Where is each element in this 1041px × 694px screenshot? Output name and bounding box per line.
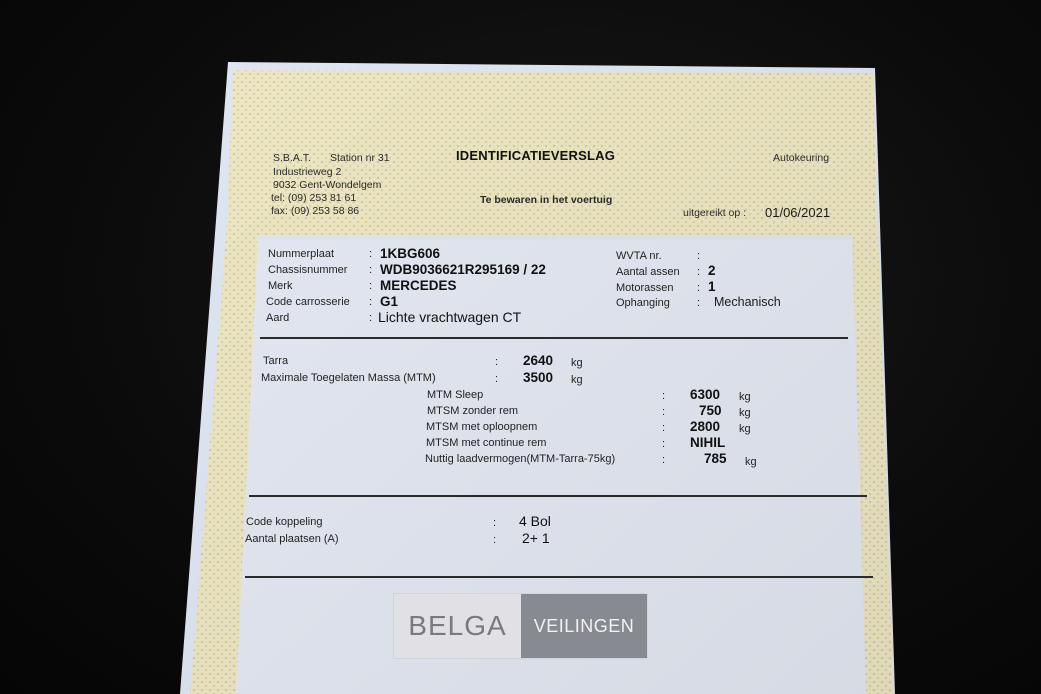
colon: : [697, 250, 701, 262]
colon: : [662, 422, 666, 434]
aard-value: Lichte vrachtwagen CT [378, 309, 522, 325]
colon: : [662, 390, 666, 402]
fax: fax: (09) 253 58 86 [271, 205, 360, 217]
divider-line [249, 495, 867, 497]
carrosserie-value: G1 [380, 294, 399, 309]
assen-value: 2 [708, 263, 716, 278]
colon: : [495, 373, 499, 385]
oploop-unit: kg [739, 423, 751, 435]
address-line-2: 9032 Gent-Wondelgem [273, 179, 382, 191]
chassis-value: WDB9036621R295169 / 22 [380, 262, 546, 277]
colon: : [493, 534, 497, 546]
nuttig-label: Nuttig laadvermogen(MTM-Tarra-75kg) [425, 453, 616, 465]
colon: : [662, 406, 666, 418]
merk-label: Merk [268, 280, 293, 292]
logo-left-text: BELGA [394, 594, 521, 658]
colon: : [697, 282, 701, 294]
colon: : [662, 454, 666, 466]
divider-line [245, 576, 873, 578]
nuttig-value: 785 [704, 451, 727, 466]
zonder-label: MTSM zonder rem [427, 405, 519, 417]
belga-veilingen-logo [393, 593, 648, 659]
document-title: IDENTIFICATIEVERSLAG [456, 148, 616, 163]
wvta-label: WVTA nr. [616, 250, 662, 262]
telephone: tel: (09) 253 81 61 [271, 192, 357, 204]
colon: : [662, 438, 666, 450]
merk-value: MERCEDES [380, 278, 457, 293]
colon: : [495, 356, 499, 368]
motorassen-label: Motorassen [616, 282, 674, 294]
mtm-value: 3500 [523, 370, 554, 385]
issued-date: 01/06/2021 [765, 205, 831, 220]
colon: : [697, 297, 701, 309]
station-number: Station nr 31 [330, 152, 390, 164]
logo-right-text: VEILINGEN [521, 594, 647, 658]
mtm-unit: kg [571, 374, 583, 386]
continue-label: MTSM met continue rem [426, 437, 547, 449]
plaatsen-label: Aantal plaatsen (A) [245, 533, 339, 545]
colon: : [369, 280, 373, 292]
colon: : [369, 264, 373, 276]
zonder-unit: kg [739, 407, 751, 419]
colon: : [369, 248, 373, 260]
chassis-label: Chassisnummer [268, 264, 348, 276]
assen-label: Aantal assen [616, 266, 680, 278]
ophanging-label: Ophanging [616, 297, 670, 309]
carrosserie-label: Code carrosserie [266, 296, 350, 308]
sleep-value: 6300 [690, 387, 721, 402]
colon: : [369, 312, 373, 324]
sleep-unit: kg [739, 391, 751, 403]
nummerplaat-value: 1KBG606 [380, 246, 441, 261]
nuttig-unit: kg [745, 456, 757, 468]
address-line-1: Industrieweg 2 [273, 166, 342, 178]
oploop-value: 2800 [690, 419, 721, 434]
colon: : [697, 266, 701, 278]
colon: : [493, 517, 497, 529]
tarra-unit: kg [571, 357, 583, 369]
issued-label: uitgereikt op : [683, 207, 747, 219]
tarra-value: 2640 [523, 353, 554, 368]
divider-line [260, 337, 848, 339]
colon: : [369, 296, 373, 308]
koppeling-value: 4 Bol [519, 513, 551, 529]
continue-value: NIHIL [690, 435, 726, 450]
nummerplaat-label: Nummerplaat [268, 248, 335, 260]
sleep-label: MTM Sleep [427, 389, 484, 401]
org-name: S.B.A.T. [273, 152, 311, 164]
keep-note: Te bewaren in het voertuig [480, 194, 613, 206]
tarra-label: Tarra [263, 355, 289, 367]
plaatsen-value: 2+ 1 [522, 530, 550, 546]
oploop-label: MTSM met oploopnem [426, 421, 538, 433]
mtm-label: Maximale Toegelaten Massa (MTM) [261, 372, 436, 384]
motorassen-value: 1 [708, 279, 716, 294]
ophanging-value: Mechanisch [714, 295, 781, 309]
koppeling-label: Code koppeling [246, 516, 323, 528]
aard-label: Aard [266, 312, 290, 324]
service-name: Autokeuring [773, 152, 830, 164]
zonder-value: 750 [699, 403, 722, 418]
